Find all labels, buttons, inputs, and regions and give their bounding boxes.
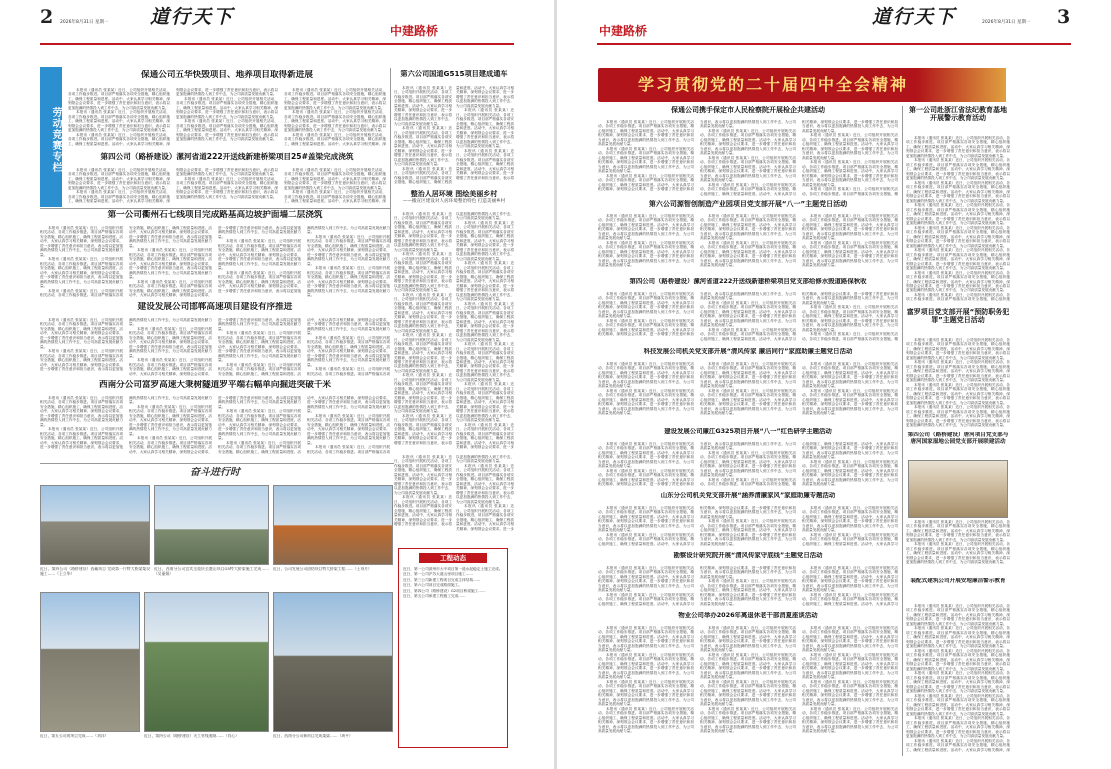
article-title-r1 [598,106,898,118]
headline: 山东分公司机关党支部开展“涵养清廉家风”家庭助廉专题活动 [660,492,836,499]
body-paragraph: 本报讯（通讯员 张某某）近日，公司组织开展相关活动，各项工作稳步推进。项目部严格落实各项安全措施，精心组织施工，确保工程质量和进度。活动中，大家认真学习相关精神，深刻领会会议要求，进一步增强了责任意识和担当意识，表示将以更加饱满的热情投入到工作中去，为公司高质量发展贡献力量。 [394,212,452,252]
theme-banner [598,68,1006,102]
body-paragraph: 本报讯（通讯员 张某某）近日，公司组织开展相关活动，各项工作稳步推进。项目部严格落实各项安全措施，精心组织施工，确保工程质量和进度。活动中，大家认真学习相关精神，深刻领会会议要求，进一步增强了责任意识和担当意识，表示将以更加饱满的热情投入到工作中去，为公司高质量发展贡献力量。 [700,240,796,268]
article-title-r8 [906,432,1010,458]
divider [40,463,394,464]
body-paragraph: 本报讯（通讯员 张某某）近日，公司组织开展相关活动，各项工作稳步推进。项目部严格落实各项安全措施，精心组织施工，确保工程质量和进度。活动中，大家认真学习相关精神，深刻领会会议要求，进一步增强了责任意识和担当意识，表示将以更加饱满的热情投入到工作中去，为公司高质量发展贡献力量。 [598,292,694,319]
article-body-2 [68,168,386,206]
body-paragraph: 本报讯（通讯员 张某某）近日，公司组织开展相关活动，各项工作稳步推进。项目部严格落实各项安全措施，精心组织施工，确保工程质量和进度。活动中，大家认真学习相关精神，深刻领会会议要求，进一步增强了责任意识和担当意识，表示将以更加饱满的热情投入到工作中去，为公司高质量发展贡献力量。 [284,168,386,190]
body-paragraph: 本报讯（通讯员 张某某）近日，公司组织开展相关活动，各项工作稳步推进。项目部严格落实各项安全措施，精心组织施工，确保工程质量和进度。活动中，大家认真学习相关精神，深刻领会会议要求，进一步增强了责任意识和担当意识，表示将以更加饱满的热情投入到工作中去，为公司高质量发展贡献力量。 [598,566,796,606]
headline: 装配式建筑公司开展安地廉洁警示教育 [910,578,1006,584]
body-paragraph: 本报讯（通讯员 张某某）近日，公司组织开展相关活动，各项工作稳步推进。项目部严格落实各项安全措施，精心组织施工，确保工程质量和进度。活动中，大家认真学习相关精神，深刻领会会议要求，进一步增强了责任意识和担当意识，表示将以更加饱满的热情投入到工作中去，为公司高质量发展贡献力量。 [700,679,796,707]
news-item: 近日，第四公司（路桥建设）G2项目桥梁施工…… [403,588,486,593]
article-body-r12 [598,626,898,756]
article-title-r6 [598,348,898,360]
article-title-3 [394,70,514,84]
body-paragraph: 本报讯（通讯员 张某某）近日，公司组织开展相关活动，各项工作稳步推进。项目部严格落实各项安全措施，精心组织施工，确保工程质量和进度。活动中，大家认真学习相关精神，深刻领会会议要求，进一步增强了责任意识和担当意识，表示将以更加饱满的热情投入到工作中去，为公司高质量发展贡献力量。 [598,679,694,707]
body-paragraph: 本报讯（通讯员 张某某）近日，公司组织开展相关活动，各项工作稳步推进。项目部严格落实各项安全措施，精心组织施工，确保工程质量和进度。活动中，大家认真学习相关精神，深刻领会会议要求，进一步增强了责任意识和担当意识，表示将以更加饱满的热情投入到工作中去，为公司高质量发展贡献力量。 [394,455,452,495]
body-paragraph: 本报讯（通讯员 张某某）近日，公司组织开展相关活动，各项工作稳步推进。项目部严格落实各项 [307,445,390,454]
body-paragraph: 本报讯（通讯员 张某某）近日，公司组织开展相关活动，各项工作稳步推进。项目部严格落实各项安全措施，精心组织施工，确保工程质量和进度。活动中，大家认真学习相关精神，深刻领会会议要求，进一步增强了责任意识和担当意识，表示将以更加饱满的热情投入到工作中去，为公司高质量发展贡献力量。 [598,442,694,469]
body-paragraph: 本报讯（通讯员 张某某）近日，公司组织开展相关活动，各项工作稳步推进。项目部严格落实各项安全措施，精心组织施工，确保工程质量和进度。活动中，大家认真学习相关精神，深刻领会会议要求，进一步增强了责任意识和担当意识，表示将以更加饱满的热情投入到工作中去，为公司高质量发展贡献力量。 [906,693,1010,716]
body-paragraph: 本报讯（通讯员 张某某）近日，公司组织开展相关活动，各项工作稳步推进。项目部严格落实各项安全措施，精心组织施工，确保工程质量和进度。活动中，大家认真学习相关精神，深刻领会会议要求，进一步增强了责任意识和担当意识，表示将以更加饱满的热情投入到工作中去，为公司高质量发展贡献力量。 [218,318,390,376]
body-paragraph: 本报讯（通讯员 张某某）近日，公司组织开展相关活动，各项工作稳步推进。项目部严格落实各项安全措施，精心组织施工，确保工程质量和进度。活动中，大家认真学习相关精神，深刻领会会议要求，进一步增强了责任意识和担当意识，表示将以更加饱满的热情投入到工作中去，为公司高质量发展贡献力量。 [700,214,796,241]
article-body-4 [40,226,390,298]
article-title-2 [68,152,386,166]
body-paragraph: 本报讯（通讯员 张某某）近日，公司组织开展相关活动，各项工作稳步推进。项目部严格落实各项安全措施，精心组织施工，确保工程质量和进度。活动中，大家认真学习相关精神，深刻领会会议要求，进一步增强了责任意识和担当意识，表示将以更加饱满的热情投入到工作中去，为公司高质量发展贡献力量。 [456,108,514,149]
body-paragraph: 本报讯（通讯员 张某某）近日，公司组织开展相关活动，各项工作稳步推进。项目部严格落实各项安全措施，精心组织施工，确保工程质量和进度。活动中，大家认真学习相关精神，深刻领会会议要求，进一步增强了责任意识和担当意识，表示将以更加饱满的热情投入到工作中去，为公司高质量发展贡献力量。 [307,234,390,266]
article-body-r1 [598,120,898,198]
body-paragraph: 本报讯（通讯员 张某某）近日，公司组织开展相关活动，各项工作稳步推进。项目部严格落实各项安全措施，精心组织施工，确保工程质量和进度。活动中，大家认真学习相关精神，深刻领会会议要求，进一步增强了责任意识和担当意识，表示将以更加饱满的热情投入到工作中去，为公司高质量发展贡献力量。 [700,388,796,416]
masthead: 道行天下 [150,6,235,28]
article-body-r11 [906,604,1010,754]
body-paragraph: 本报讯（通讯员 张某某）近日，公司组织开展相关活动，各项工作稳步推进。项目部严格落实各项安全措施，精心组织施工，确保工程质量和进度。活动中，大家认真学习相关精神，深 [284,190,386,204]
divider [390,68,391,243]
article-body-r8 [906,520,1010,572]
divider [40,208,390,209]
body-paragraph: 本报讯（通讯员 张某某）近日，公司组织开展相关活动，各项工作稳步推进。项目部严格落实各项安全措施，精心组织施工，确保工程质量和进度。活动中，大家认真学习相关精神，深刻领会会议要求，进一步增强了责任意识和担当意识，表示将以更加饱满的热情投入到工作中去，为公司高质量发展贡献力量。 [394,252,452,293]
body-paragraph: 本报讯（通讯员 张某某）近日，公司组织开展相关活动，各项工作稳步推进。项目部严格落实各项安全措施，精心组织施工，确保工程质量和进度。活动中，大家认真学习 [802,532,898,546]
article-title-r7 [598,428,898,440]
body-paragraph: 本报讯（通讯员 张某某）近日，公司组织开展相关活动，各项工作稳步推进。项目部严格落实各项安全措施，精心组织施工，确保工程质量和进度。活动中，大家认真学习相关精神，深刻领会会议要求，进一步增强了责任意识和担当意识，表示将以更加饱满的热情投入到工作中去，为公司高质量发展贡献力量。 [598,626,694,653]
body-paragraph: 本报讯（通讯员 张某某）近日，公司组织开展相关活动，各项工作稳步推进。项目部严格落实各项安全措施，精心组织施工，确保工程质量和进度。活动中，大家认真学习相关精神，深刻领会会议要求，进一步增强了责任意识和担当意识，表示将以更加饱满的热情投入到工作中去，为公司高质量发展贡献力量。 [394,86,452,126]
body-paragraph: 本报讯（通讯员 张某某）近日，公司组织开展相关活动，各项工作稳步推进。项目部严格落实各项安全措施，精心组织施工，确保工程质量和进度。活动中，大家认真学习相关精神，深刻领会会议要求，进一步增强了责任意识和担当意识，表示将以更加饱满的热情投入到工作中去，为公司高质量发展贡献力量。 [129,226,301,298]
headline: 勘察设计研究院开展“清风传家守底线”主题党日活动 [673,552,823,559]
body-paragraph: 本报讯（通讯员 张某某）近日，公司组织开展相关活动，各项工作稳步推进。项目部严格落实各项安全措施，精心组织施工，确保工程质量和进度。活动中，大家认真学习相关精神，深刻领会会议要求，进一步增强了责任意识和担当意识，表示将以更加饱满的热情投入到工作中去，为公司高质量发展贡献力量。 [802,240,898,268]
running-head: 中建路桥 [390,24,439,38]
body-paragraph: 本报讯（通讯员 张某某）近日，公司组织开展相关活动，各项工作稳步推进。项目部严格落实各项安全措施，精心组织施工，确保工程质量和进度。活动中，大家认真学习相关精神，深刻领会会议要求，进一步增强了责任意识和担当意识，表示将以更加饱满的热情投入到工作中去，为公司高质量发展贡献力量。 [906,671,1010,694]
body-paragraph: 本报讯（通讯员 张某某）近日，公司组织开展相关活动，各项工作稳步推进。项目部严格落实各项安全措施，精心组织施工，确保工程质量和进度。活动中，大家认真学习相关精神，深刻领会会议要求，进一步增强了责任意识和担当意识，表示将以更加饱满的热情投入到工作中去，为公司高质量发展贡献力量。 [802,706,898,734]
body-paragraph: 本报讯（通讯员 张某某）近日，公司组织开展相关活动，各项工作稳步推进。项目部严格落实各项安全措施，精心组织施工，确保工程质量和进度。活动中，大家认真学习相关精神，深刻领会会议要求，进一步增强了责任意识和担当意识，表示将以更加饱满的热情投入到工作中去，为公司高质量发展贡献力量。 [129,396,301,454]
body-paragraph: 本报讯（通讯员 张某某）近日，公司组织开展相关活动，各项工作稳步推进。项目部严格落实各项安全措施，精心组织施工，确保工程质量和进度。活动中，大家认真学习相关精神，深刻领会会议要求，进一步增强了责任意识和担当意识，表示将以更加饱满的热情投入到工作中去，为公司高质量发展贡献力量。 [906,270,1010,293]
article-title-r5 [906,308,1010,336]
article-body-7 [40,396,390,458]
body-paragraph: 本报讯（通讯员 张某某）近日，公司组织开展相关活动，各项工作稳步推进。项目部严格落实各项安全措施，精心组织施工，确保工程质量和进度。活动中，大家认真学习相关精神，深刻领会会议要求，进一步增强了责任意识和担当意识，表示将以更加饱满的热情投入到工作中去，为公司高质量发展贡献力量。 [394,126,452,167]
body-paragraph: 本报讯（通讯员 张某某）近日，公司组织开展相关活动，各项工作稳步推进。项目部严格落实各项安全措施，精心组织施工，确保工程质量和进度。活动中，大家认真学习相关精神，深刻领会会议要求，进一步增强了责任意识和担当意识，表示将以更加饱满的热情投入到工作中去，为公司高质量发展贡献力量。 [598,292,796,337]
engineering-news-box [398,548,508,748]
body-paragraph: 本报讯（通讯员 张某某）近日，公司组织开展相关活动，各项工作稳步推进。项目部严格落实各项安全措施，精心组织施工，确保工程质量和进度。活动中，大家认真学习相关精神，深刻领会会议要求，进一步增强了责任意识和担当意识，表示将以更加饱满的热情投入到工作中去，为公司高质量发展贡献力量。 [598,214,694,241]
body-paragraph: 本报讯（通讯员 张某某）近日，公司组织开展相关活动，各项工作稳步推进。项目部严格落实各项安全措施，精心组织施工，确保工程质量和进度。活动中，大家认真学习相关精神，深刻领会会议要求，进一步 [456,422,514,450]
body-paragraph: 本报讯（通讯员 张某某）近日，公司组织开展相关活动，各项工作稳步推进。项目部严格落实各项安全措施，精心组织施工，确保工程质量和进度。活动中，大家认真学习相关精神，深刻领会会议要求，进一步增强了责任意识和担当意识，表示将以更加饱满的热情投入到工作中去，为公司高质量发展贡献力量。 [598,566,694,593]
news-item: 近日，第三公司新建工程项目完成主体结构…… [403,577,481,582]
headline: 第四公司（路桥建设）漯河省道222开送线新建桥梁项目党支部给修水毁道路保秋收 [629,278,867,285]
body-paragraph: 本报讯（通讯员 张某某）近日，公司组织开展相关活动，各项工作稳步推进。项目部严格落实各项安全措施，精心组织施工，确保工程质量和进度。活动中，大家认真学习相关精神，深刻领会会议要求，进一步增强了责任意识和担当意识，表示将以更加饱满的热情投入到工作中去，为公司高质量发展贡献力量。 [598,146,694,174]
article-body-r2 [906,136,1010,306]
body-paragraph: 本报讯（通讯员 张某某）近日，公司组织开展相关活动，各项工作稳步推进。项目部严格落实各项安全措施，精心组织施工，确保工程质量和进度。活动中，大家认真学习相关精神，深刻领会会议要求，进一步增强了责任意识和担当意识，表示将以更加饱满的热情投入到工作中去，为公司高质量发展贡献力量。 [802,566,898,593]
headline: 西南分公司富罗高速大秉树隧道罗平端右幅单向掘进突破千米 [98,380,332,390]
body-paragraph: 本报讯（通讯员 张某某）近日，公司组织开展相关活动，各项工作稳步推进。项目部严格落实各项安全措施，精心组织施工，确保工程质量和进度。活动中，大家认真学习相关精神，深刻领会会议要求，进一步增强了责任意识和担当意识，表示将以更加饱满的热情投入到工作中去，为公司高质量发展贡献力量。 [802,459,898,487]
body-paragraph: 本报讯（通讯员 张某某）近日，公司组织开展相关活动，各项工作稳步推进。项目部严格落实各项安全措施，精心组织施工，确保工程质量和进度。活动中，大家认真学习相关精神，深刻领会会议要求，进一步增强了责任意识和担当意识，表示将以更加饱满的热情投入到工作中去，为公司高质量发展贡献力量。 [598,120,796,192]
newspaper-page-left [0,0,554,769]
article-body-3 [394,86,514,186]
body-paragraph: 本报讯（通讯员 张某某）近日，公司组织开展相关活动，各项工作稳步推进。项目部严格落实各项安全措施，精心组织施工，确保工程质量和进度。活动中，大家认真学习相关精神，深刻领会会议要求，进一步增强了责任意识和担当意识，表示将以更加饱满的热情投入到工作中去，为公司高质量发展贡献力量。 [456,382,514,423]
body-paragraph: 本报讯（通讯员 张某某）近日，公司组织开展相关活动，各项工作稳步推进。项目部严格落实各项安全措施，精心组织施工，确保工程质量和进度。活动中，大家认真学习相关精神，深刻领会会议要求，进一步增强了责任意识和担当意识，表示将以更加饱满的热情投入到工作中去，为公司高质量发展贡献力量。 [40,257,123,289]
body-paragraph: 本报讯（通讯员 张某某）近日，公司组织开展相关活动，各项工作稳步推进。项目部严格落实各项安全措施，精心组织施工，确保工程质量和进度。活动中，大家认真学习相关精神，深刻领会会议要求，进一步增强了责任意识和担当意识，表示将以更加饱满的热情投入到工作中去，为公司高质量发展贡献力量。 [307,335,390,367]
body-paragraph: 本报讯（通讯员 张某某）近日，公司组织开展相关活动，各项工作稳步推进。项目部严格落实各项安全措施，精心组织施工，确保工程质量和进度。活动中，大家认真学习相关精神，深刻领会会议要求，进一步增强了责任意识和担当意识，表示将以更加饱满的热情投入到工作中去，为公司高质量发展贡献力量。 [906,604,1010,626]
body-paragraph: 本报讯（通讯员 张某某）近日，公司组织开展相关活动，各项工作稳步推进。项目部严格落实各项安全措施，精心组织施工，确保工程质量和进度。活动中，大家认真学习相关精神，深刻领会会议要求，进一步增强了责任意识和担当意识，表示将以更加饱满的热情投入到工作中去，为公司高质量发展贡献力量。 [802,626,898,653]
body-paragraph: 本报讯（通讯员 张某某）近日，公司组织开展相关活动，各项工作稳步推进。项目部严格落实各项安全措施，精心组织施工，确保工程质量和进度。活动中，大家认真学习相关精神，深刻领会会议要求，进一步增强了责任意识和担当意识，表示将以更加饱满的热情投入到工作中去，为公司高质量发展贡献力量。 [906,648,1010,671]
body-paragraph: 本报讯（通讯员 张某某）近日，公司组织开展相关活动，各项工作稳步推进。项目部严格落实各项安全措施，精心组织施工，确保工程质量和进度。活动中，大家认真学习相关精神，深刻领会会议要求，进一步增强了责任意识和担当意识，表示将以更加饱满的热情投入到工作中去，为公司高质量发展贡献力量。 [598,506,796,546]
article-title-1 [68,70,386,86]
body-paragraph: 本报讯（通讯员 张某某）近日，公司组织开展相关活动，各项工作稳步推进。项目部严格落实各项安全措施，精心组织施工，确保工程质量和进度。活动中，大家认真学习相关精神，深刻领会会议要求，进一步增强了责任意识和担当意识，表示将以更加饱满的热情投入到工作中去，为公司高质量发展贡献力量。 [68,168,170,190]
body-paragraph: 本报讯（通讯员 张某某）近日，公司组织开展相关活动，各项工作稳步推进。项目部严格落实各项安全措施，精心组织施工，确保工程质量和进度。活动中，大家认真学习相关精神，深刻领会会议要求，进一步增强了责任意识和担当意识，表示将以更加饱满的热情投入到工作中去，为公司高质量发展贡献力量。 [284,110,386,133]
news-item: 近日，第一公司沪苏大道山里项目施工…… [403,572,474,577]
banner-title: 学习贯彻党的二十届四中全会精神 [638,75,909,94]
body-paragraph: 本报讯（通讯员 张某某）近日，公司组织开展相关活动，各项工作稳步推进。项目部严格落实各项安全措施，精心组织施工，确保工程质量和进度。活动中，大家认真学习相关精神，深刻领会会议要求，进一步增强了责任意识和担当意识，表示将以更加饱满的热情投入到工作中去，为公司高质量发展贡献力量。 [68,88,170,110]
body-paragraph: 本报讯（通讯员 张某某）近日，公司组织开展相关活动，各项工作稳步推进。项目部严格落实各项安全措施，精心组织施工，确保工程质量和进度。活动中，大家认真学习相关精神，深刻领会会议要求，进一步增强了责任意识和担当意识，表示将以更加饱满的热情投入到工作中去，为公司高质量发展贡献力量。 [394,86,514,185]
body-paragraph: 本报讯（通讯员 张某某）近日，公司组织开展相关活动，各项工作稳步推进。项目部严格落实各项安全措施，精心组织施工，确保工程质量和进度。活动中，大家认真学习相关精神，深刻领会会议要求，进一步增强了责任意识和担当意识，表示将以更加饱满的热情投入到工作中去，为公司高质量发展贡献力量。 [802,160,898,187]
body-paragraph: 本报讯（通讯员 张某某）近日，公司组织开展相关活动，各项工作稳步推进。项目部严格落实各项安全措施，精心组织施工，确保工程质量和进度。活动中，大家认真学习相关精神，深刻领会会议要求，进一步增强了责任意识和担当意识，表示将以更加饱满的热情投入到工作中去，为公司高质量发展贡献力量。 [394,455,514,527]
body-paragraph: 本报讯（通讯员 张某某）近日，公司组织开展相关活动，各项工作稳步推进。项目部严格落实各项安全措施，精心组织施工，确保工程质量和进度。活动中，大家认真学习相关精神，深刻领会会议要求，进一步增强了责任意识和担当意识，表示将以更加饱满的热情投入到工作中去，为公司高质量发展贡献力量。 [700,626,796,653]
article-title-6 [40,302,390,316]
body-paragraph: 本报讯（通讯员 张某某）近日，公司组织开展相关活动，各项工作稳步推进。项目部严格落实各项安全措施，精心组织施工，确保工程质量和进度。活动中，大家认真学习相关精神，深刻领会会议要求，进一步增强了责任意识和担当意识，表示将以更加饱满的热情投入到工作中去，为公司高质量发展贡献力量。 [906,203,1010,226]
body-paragraph: 本报讯（通讯员 张某某）近日，公司组织开展相关活动，各项工作稳步推进。项目部严格落实各项安全措施，精心组织施工，确保工程质量和进度。活动中，大家认真学习相关精神，深刻领会会议要求，进一步增强了责任意识和担当意识，表示将以更加饱满的热情投入到工作中去，为公司高质量发展贡献力量。 [218,396,390,454]
headline: 第六公司源智创制造产业园项目党支部开展“八一”主题党日活动 [648,200,848,208]
body-paragraph: 本报讯（通讯员 张某某）近日，公司组织开展相关活动，各项工作稳步推进。项目部严格落实各项安全措施，精心组织施工，确保工程质量和进度。活动中，大家认真学习相关精神，深刻领会会议要求，进一步增强了责任意识和担当意识，表示将以更加饱满的热情投入到工作中去，为公司高质量发展贡献力量。 [700,120,898,196]
body-paragraph: 本报讯（通讯员 张某某）近日，公司组织开展相关活动，各项工作稳步推进。项目部严格落实各项安全措施，精心组织施工，确保工程质量和进度。活动中，大家认真学习相关精神，深刻领会会议要求，进一步增强了责任意识和担当意识，表示将以更加饱满的热情投入到工作中去，为公司高质量发展贡献力量。 [394,292,452,333]
divider [902,106,903,756]
article-body-8 [394,455,514,535]
article-body-r7 [598,442,898,488]
body-paragraph: 本报讯（通讯员 张某某）近日，公司组织开展相关活动，各项工作稳步推进。项目部严格落实各项安全措施，精心组织施工，确保工程质量和进度。活动中，大家认真学习相关精神，深刻领会会议要求，进一步增强了责任意识和担当意识，表示将以更加饱满的热情投入到工作中去，为公司高质量发展贡献力量。 [598,388,694,416]
body-paragraph: 本报讯（通讯员 张某某）近日，公司组织开展相关活动，各项工作稳步推进。项目部严格落实各项安全措施，精心组织施工，确保工程质量和进度。活动中，大家认真学习相关精神，深刻领会会议要求，进一步增强了责任意识和担当意识，表示将以更加饱满的热情投入到工作中去，为公司高质量发展贡献力量。 [700,362,796,389]
body-paragraph: 本报讯（通讯员 张某某）近日，公司组织开展相关活动，各项工作稳步推进。项目部严格落实各项安全措施，精心组织施工，确保工程质量和进度。活动中，大家认真学习相关精神，深刻领会会议要求，进一步增强了责任意识和担当意识，表示将以更加饱满的热情投入到工作中去，为公司高质量发展贡献力量。 [598,240,694,268]
body-paragraph: 本报讯（通讯员 张某某）近日，公司组织开展相关活动，各项工作稳步推进。项目部严格落实各项安全措施，精心组织施工，确保工程质量和进度。活动中，大家认真学习相关精神，深刻领会会议要求，进一步增强了责任意识和担当意识，表示将以更加饱满的热情投入到工作中去，为公司高质量发展贡献力量。 [700,652,796,680]
body-paragraph: 本报讯（通讯员 张某某）近日，公司组织开展相关活动，各项工作稳步推进。项目部严格落实各项安全措施，精心组织施工，确保工程质量和进度。活动中，大家认真学习相关精神，深刻领会会议要求，进一步增强了责任意识和担当意识，表示将以更加饱满的热情投入到工作中去，为公司高质量发展贡献力量。 [598,442,796,487]
photo-steel-girder [273,485,393,565]
subheadline: ——搬宣区建设对人居环境整治特色 打造美丽乡村 [402,199,506,205]
body-paragraph: 本报讯（通讯员 张某某）近日，公司组织开展相关活动，各项工作稳步推进。项目部严格落实各项安全措施，精心组织施工，确保工程质量和进度。活动中，大家认真学习相关精神，深刻领会会议要求，进一步增强了责任意识和担当意识，表示将以更加饱满的热情投入到工作中去，为公司高质量发展贡献力量。 [906,626,1010,649]
body-paragraph: 本报讯（通讯员 张某某）近日，公司组织开展相关活动，各项工作稳步推进。项目部严格落实各项安全措施，精心组织施工，确保工程质量和进度。活动中，大家认真学习相关精神，深刻领会会议要求，进一步增强了责任意识和担当意识，表示将以更加饱满的热情投入到工作中去，为公司高质量发展贡献力量。 [700,300,796,328]
article-title-r2 [906,106,1010,134]
article-body-r10 [598,566,898,608]
article-title-r12 [598,612,898,624]
body-paragraph: 本报讯（通讯员 张某某）近日，公司组织开展相关活动，各项工作稳步推进。项目部严格落实各项安全措施，精心组织施工，确保工程质量和进度。活动中，大家认真学习 [802,592,898,606]
article-title-r4 [598,278,898,290]
photo-caption: 近日，第四公司（路桥建设）关工管线道路……（肖心） [144,734,239,738]
body-paragraph: 本报讯（通讯员 张某某）近日，公司组织开展相关活动，各项工作稳步推进。项目部严格落实各项安全措施，精心组织施工，确保工程质量和进度。活动中，大家认真学习相关精神，深刻领会会议要求，进一步增强了责任意识和担当意识，表示将以更加饱满的热情投入到工作中去，为公司高质量发展贡献力量。 [906,542,1010,565]
body-paragraph: 本报讯（通讯员 张某某）近日，公司组织开展相关活动，各项工作稳步推进。项目部严格落实各项安全措施，精心组织施工，确保工程质量和进度。活动中，大家认真学习相关精神，深刻领会会议要求，进一步增强了责任意识和担当意识，表示将以更加饱满的热情投入到工作中去，为公司高质量发展贡献力量。 [906,158,1010,181]
body-paragraph: 本报讯（通讯员 张某某）近日，公司组织开展相关活动，各项工作稳步推进。项目部严格落实各项安全措施，精心组织施工，确保工程质量和进度。活动中，大家认真学习相关精神，深刻领会会议要求，进一步增强了责任意识和担当意识，表示将以更加饱满的热情投入到工作中去，为公司高质量发展贡献力量。 [68,110,170,133]
photo-caption: 近日，西南分公司新项目完成架梁……（周平） [273,734,353,738]
photo-tunnel-site [273,592,393,732]
body-paragraph: 本报讯（通讯员 张某某）近日，公司组织开展相关活动，各项工作稳步推进。项目部严格落实各项安全措施，精心组织施工，确保工程质量和进度。活动中，大家认真学习相关精神，深刻领会会议要求，进一步增强了责任意识和担当意识，表示将以更加饱满的热情投入到工作中去，为公司高质量发展贡献力量。 [700,450,796,478]
article-body-r4 [598,292,898,344]
body-paragraph: 本报讯（通讯员 张某某）近日，公司组织开展相关活动，各项工作稳步推进。项目部严格落实各项安全措施，精心组织施工，确保工程质量和进度。活动中，大家认真学习相关精神，深刻领会会议要求，进一步增强了责任意识和担当意识，表示将以更加饱满的热情投入到工作中去，为公司高质量发展贡献力量。 [700,579,796,606]
body-paragraph: 本报讯（通讯员 张某某）近日，公司组织开展相关活动，各项工作稳步推进。项目部严格落实各项安全措施，精心组织施工，确保工程质量和进度。活动中，大家认真学习相关精神，深刻领会会议要求，进一步增强了责任意识和担当意识，表示将以更加饱满的热情投入到工作中去，为公司高质量发展贡献力量。 [218,409,301,441]
body-paragraph: 本报讯（通讯员 张某某）近日，公司组织开展相关活动，各项工作稳步推进。项目部严格落实各项安全措施，精心组织施工，确保工程质量和进度。活动中，大家认真学习相关精神，深刻领会会议要求，进一步增强了责任意识和担当意识，表示将以更加饱满的热情投入到工作中去，为公司高质量发展贡献力量。 [906,338,1010,360]
news-item: 近日，第六公司项目完成路面施工。 [403,583,462,588]
body-paragraph: 本报讯（通讯员 张某某）近日，公司组织开展相关活动，各项工作稳步推进。项目部严格落实各项安全措施，精心组织施工，确保工程质量和进度。活动中，大家认真学习相关精神，深刻领会会议要求，进一步增强了责任意识和担当意识，表示将以更加饱满的热情投入到工作中去，为公司高质量发展贡献力量。 [40,396,212,450]
body-paragraph: 本报讯（通讯员 张某某）近日，公司组织开展相关活动，各项工作稳步推进。项目部严格落实各项安全措施，精心组织施工，确保工程质量和进度。活动中，大家认真学习相关精神，深刻领会会议要求，进一步增强了责任意识和担当意识，表示将以更加饱满的热情投入到工作中去，为公司高质量发展贡献力量。 [700,519,796,546]
date-line: 2026年8月31日 星期一 [982,20,1031,25]
body-paragraph: 本报讯（通讯员 张某某）近日，公司组织开展相关活动，各项工作稳步推进。项目部严格落实各项安全措施，精心组织施工，确保工程质量和进度。活动中，大家认真学习相关精神，深刻领会会议要求，进一步增强了责任意识和担当意识，表示将以更加饱满的热情投入到工作中去，为公司高质量发展贡献力量。 [40,318,212,372]
body-paragraph: 本报讯（通讯员 张某某）近日，公司组织开展相关活动，各项工作稳步推进。项目部严格落实各项安全措施，精心组织施工，确保工程质量和进度。活动中，大家认真学习相关精神，深刻领会会议要求，进一步增强了责任意识和担当意识，表示将以更加饱满的热情投入到工作中去，为公司高质量发展贡献力量。 [700,706,796,734]
photo-bridge-pier [40,592,140,732]
headline: 第四公司（路桥建设）漯河省道222开送线新建桥梁项目25#盖梁完成浇筑 [100,152,354,161]
body-paragraph: 本报讯（通讯员 张某某）近日，公司组织开展相关活动，各项工作稳步推进。项目部严格落实各项安全措施，精心组织施工，确保工程质量和进度。活动中，大家认真学习相关精神，深刻领会会议要求，进一步增强了责任意识和担当意识，表示将以更加饱满的热情投入到工作中去，为公司高质量发展贡献力量。 [394,333,452,373]
body-paragraph: 本报讯（通讯员 张某某）近日，公司组织开展相关活动，各项工作稳步推进。项目部严格落实各项安全措施，精心组织施工，确保工程质量和进度。活动中，大家认真学习相关精神，深刻领会会议要求，进一步增强了责任意识和担当意识，表示将以更加饱满的热情投入到工作中去，为公司高质量发展贡献力量。 [598,706,694,734]
headline: 物业公司举办2026年离退休老干部消夏座谈活动 [678,612,818,619]
article-title-r11 [906,578,1010,602]
body-paragraph: 本报讯（通讯员 张某某）近日，公司组织开展相关活动，各项工作稳步推进。项目部严格落实各项安全措施，精 [802,187,898,196]
photo-caption: 近日，第四公司（路桥建设）西藏项目 完成第一片特大桥梁架设施工……（王立华） [40,567,150,576]
headline: 第一公司赴浙江省法纪教育基地开展警示教育活动 [909,106,1007,123]
body-paragraph: 本报讯（通讯员 张某某）近日，公司组织开展相关活动，各项工作稳步推进。项目部严格落实各项安全措施，精心组织施工，确保工程质量和进度。活动中，大家认真学习相关精神，深刻领会会议要求，进一步增强了责任意识和担当意识，表示将以更加饱满的热情投入到工作中去，为公司高质量发展贡献力量。 [906,360,1010,383]
body-paragraph: 本报讯（通讯员 张某某）近日，公司组织开展相关活动，各项工作稳步推进。项目部严格落实各项安全措施，精心组织施工，确保工程质量和进度。活动中，大家认真学习相关精神，深刻领会会议要求，进一步增强了责任意识和担当意识，表示将以更加饱满的热情投入到工作中去，为公司高质量发展贡献力量。 [598,506,694,533]
body-paragraph: 本报讯（通讯员 张某某）近日，公司组织开展相关活动，各项工作稳步推进。项目部严格落实各项安全措施，精心组织施工，确保工程质量和进度。活动中，大家认真学习相关精神，深刻领会会议要求，进一步增强了责任意识和担当意识，表示将以更加饱满的热情投入到工作中去，为公司高质量发展贡献力量。 [307,266,390,298]
article-body-5 [394,212,514,452]
headline: 建设发展公司邯郸高速项目建设有序推进 [137,302,293,312]
body-paragraph: 本报讯（通讯员 张某某）近日，公司组织开展相关活动，各项工作稳步推进。项目部严格落实各项安全措施，精心组织施工，确保工程质量和进度。活动中，大家认真学习相关精神，深刻领会会议要求，进一步增强了责任意识和担当意识，表示将以更加饱满的热情投入到工作中去，为公司高质量发展贡献力量。 [456,301,514,342]
body-paragraph: 本报讯（通讯员 张某某）近日，公司组织开展相关活动，各项工作稳步推进。项目部严格落实各项安全措施，精心组织施工，确保工程质量和进度。活动中，大家认真学习相关精神，深刻领会会议要求，进一步增强了责任意识和担当意识，表示将以更加饱满的热情投入到工作中去，为公司高质量发展贡献力量。 [68,168,278,204]
body-paragraph: 本报讯（通讯员 张某某）近日，公司组织开展相关活动，各项工作稳步推进。项目部严格落实各项安全措施，精心组织施工，确保工程质量和进度。活动中，大家认真学习相关精神，深刻领会会议要求，进一步增强了责任意识和担当意识，表示将以更加饱满的热情投入到工作中去，为公司高质量发展贡献力量。 [40,226,123,257]
engineering-news-title: 工程动态 [419,553,487,563]
photo-highway-viaduct [154,485,269,565]
body-paragraph: 本报讯（通讯员 张某某）近日，公司组织开展相关活动，各项工作稳步推进。项目部严格落实各项安全措施，精心组织施工，确保工程质量和进度。活动中，大家认真学习相关精神，深刻领会会议要求，进一步增强了责任意识和担当意识，表示将以更加饱满的热情投入到工作中去，为公司高质量发展贡献力量。 [394,212,514,445]
body-paragraph: 本报讯（通讯员 张某某）近日，公司组织开展相关活动，各项工作稳步推进。项目部严格落实各项安全措施，精心组织施工，确保工程质量和进度。活动中，大家认真学习相关精神，深刻领会会议要求，进一步 [456,504,514,531]
running-head: 中建路桥 [599,24,648,38]
article-body-r9 [598,506,898,548]
body-paragraph: 本报讯（通讯员 张某某）近日，公司组织开展相关活动，各项工作稳步推进。项目部严格落实各项安全措施，精心组织施工，确保工程质量和进度。活动中，大家认真学习相关精神，深刻领会会议要求，进一步增强了责任意识和担当意识，表示将以更加饱满的热情投入到工作中去，为公司高质量发展贡献力量。 [700,128,796,156]
body-paragraph: 本报讯（通讯员 张某某）近日，公司组织开展相关活动，各项工作稳步推进。项目部严格落实各项安全措施，精心组织施工，确保工程质量和进度。活动中，大家认真学习相关精神，深刻领会会议要求，进一步增强了责任意识和担当意识，表示将以更加饱满的热情投入到工作中去，为公司高质量发展贡献力量。 [802,305,898,332]
body-paragraph: 本报讯（通讯员 张某某）近日，公司组织开展相关活动，各项工作稳步推进。项目部严格落实各项安全措施，精心组织施工，确保工程质量和进度。活动中，大家认真学习相关精神，深刻领会会议要求，进一步增强了责任意识和担当意识，表示将以更加饱满的热情投入到工作中去，为公司高质量发展贡献力量。 [456,342,514,382]
body-paragraph: 本报讯（通讯员 张某某）近日，公司组织开展相关活动，各项工作稳步推进。项目部严格落实各项安全措施，精心组织施工，确保工程质量和进度。活动中，大家认真学习相关精神，深刻领会会议要求，进一步增强了责任意识和担当意识，表示将以更加饱满的热情投入到工作中去，为公司高质量发展贡献力量。 [68,88,278,146]
article-body-r3 [598,214,898,274]
body-paragraph: 本报讯（通讯员 张某某）近日，公司组织开展相关活动，各项工作稳步推进。项目部严格落实各项安全措施，精心组织施工，确保工程质量和进度。活动中，大家认真学习相关精神，深刻领会会议要求，进一步增强了责任意识和担当意识，表示将以更加饱满的热情投入到工作中去，为公司高质量发展贡献力量。 [906,225,1010,248]
body-paragraph: 本报讯（通讯员 张某某）近日，公司组织开展相关活动，各项工作稳步推进。项目部严格落实各项安全措施，精心组织施工，确保工程质量和进度。活动中，大家认真学习相关精神，深刻领会会议要求，进一步增强了责任意识和担当意识，表示将以更加饱满的热情投入到工作中去，为公司高质量发展贡献力量。 [598,120,694,147]
photo-caption: 近日，第五公司的项目完成……（刘洋） [40,734,109,738]
article-body-1 [68,88,386,148]
headline: 保通公司五华快毁项目、地养项目取得新进展 [141,70,313,80]
article-body-r6 [598,362,898,424]
photo-group-activity [908,460,1008,518]
article-title-4 [40,210,390,224]
body-paragraph: 本报讯（通讯员 张某某）近日，公司组织开展相关活动，各项工作稳步推进。项目部严格落实各项安全措施，精心组织施工，确保工程质量和进度。活动中，大家认真学习相关精神，深刻领会会议要求，进一步增强了责任意识和担当意识，表示将以更加饱满的热情投入到工作中去，为公司高质量发展贡献力量。 [906,382,1010,405]
body-paragraph: 本报讯（通讯员 张某某）近日，公司组织开展相关活动，各项工作稳步推进。项目部严格落实各项安全措施，精心组织施工，确保工程质量和进度。活动中，大家认真学习相关精神，深刻领会会议要求，进一步增强了责任意识和担当意识，表示将以更加饱满的热情投入到工作中去，为公司高质量发展贡献力量。 [218,239,301,271]
body-paragraph: 本报讯（通讯员 张某某）近日，公司组织开展相关活动，各项工作稳步推进。项目部严格落实各项安全措施，精心组织施工，确保工程质量和进度。活动中，大家认真学习相关精神，深刻领会会议要求，进一步增强了责任意识和担当意识，表示将以更加饱满的热情投入到工作中去，为公司高质量发展贡献力量。 [802,652,898,680]
body-paragraph: 本报讯（通讯员 张某某）近日，公司组织开展相关活动，各项工作稳步推进。项目部严格落实各项安全措施，精心组织施工，确保工程质量和进度。活动中，大家认真学习相关精神，深刻领会会议要求，进一步增强了责任意识和担当意识，表示将以更加饱满的热情投入到工作中去，为公司高质量发展贡献力量。 [40,318,123,349]
body-paragraph: 本报讯（通讯员 张某某）近日，公司组织开展相关活动，各项工作稳步推进。项目部严格落实各项安全措施，精心组织施工，确保工程质量和进度。活动中，大家认真学习相关精神，深刻领会会议要求，进一步增强了责任意识和担当意识，表示将以更加饱满的热情投入到工作中去，为公司高质量发展贡献力量。 [802,679,898,707]
body-paragraph: 本报讯（通讯员 张某某）近日，公司组织开展相关活动，各项工作稳步推进。项目部严格落实各项安全措施，精心组织施工，确保工程质量和进度。活动中，大家认真学习相关精神，深刻领会会议要求，进一步增强了责任意识和担当意识，表示将以更加饱满的热情投入到工作中去，为公司高质量发展贡献力量。 [906,180,1010,203]
body-paragraph: 本报讯（通讯员 张某某）近日，公司组织开展相关活动，各项工作稳步推进。项目部严格落实各项安全措施，精心组织施 [906,292,1010,302]
page-number: 3 [1057,6,1071,28]
body-paragraph: 本报讯（通讯员 张某某）近日，公司组织开展相关活动，各项工作稳步推进。项目部严格落实各项安全措施，精心组织施工，确保工程质量和进度。活动中，大家认真学习相关精神，深刻领会会议要求，进一步增强了责任意识和担当意识，表示将以更加饱满的热情投入到工作中去，为公司高质量发展贡献力量。 [906,136,1010,158]
body-paragraph: 本报讯（通讯员 张某某）近日，公司组织开展相关活动，各项工作稳步推进。项目部严格落实各项安全措施，精心组织施工，确保工程质量和进度。活动中，大家认真学习相关精神，深刻领会会议要求，进一步增强了责任意识和担当意识，表示将以更加饱满的热情投入到工作中去，为公司高质量发展贡献力量。 [802,362,898,389]
engineering-news-list [399,563,507,603]
masthead-rule [40,43,514,45]
body-paragraph: 本报讯（通讯员 张某某）近日，公司组织开展相关活动，各项工作稳步推进。项目部严格落实各项安全措施，精心组织施工，确保工程质量和进度。活动中，大家认真学习相关精神，深刻领会会议要求，进一步增强了责任意识和担当意识，表示将以更加饱满的热情投入到工作中去，为公司高质量发展贡献力量。 [129,326,212,358]
news-item: 近日，第一公司滨州市大中项目第一道水泥稳定土施工完成。 [403,567,503,572]
page-number: 2 [40,6,54,28]
body-paragraph: 本报讯（通讯员 张某某）近日，公司组织开展相关活动，各项工作稳步推进。项目部严格落实各项安全措施，精心组织施工，确保工程质量和进度。活动中，大家认真学习相关精神，深刻领会会议要求，进一步增强了责任意识和担当意识，表示将以更加饱满的热情投入到工作中去，为公司高质量发展贡献力量。 [284,88,386,110]
headline: 建设发展公司廉江G325项目开展“八一”红色研学主题活动 [664,428,832,435]
photo-caption: 近日，公司发展公司团结项目特大桥梁工程……（王诗月） [273,567,372,571]
body-paragraph: 本报讯（通讯员 张某某）近日，公司组织开展相关活动，各项工作稳步推进。项目部严格落实各项安全措施，精心组织施工，确保工程质量和进度。活动中，大家认真学习相关精神，深刻领会会议要求，进一步增强了责任意识和担当意识，表示将以更加饱满的热情投入到工作中去，为公司高质量发展贡献力量。 [176,176,278,199]
body-paragraph: 本报讯（通讯员 张某某）近日，公司组织开展相关活动，各项工作稳步推进。项目部严格落实各项安全措施，精心组织施工，确保工程质量和进度。活动中，大家认真学习相关精神，深刻领会会议要求，进一步增强了责任意识和担当意识，表示将以更加饱满的热情投入到工作中去，为公司高质量发展贡献力量。 [129,318,301,376]
body-paragraph: 本报讯（通讯员 张某某）近日，公司组织开展相关活动，各项工作稳步推进。项目部严格落实各项安全措施，精心组织施工，确保工程质量和进度。活动中，大家认真学习相关精神，深 [284,132,386,146]
article-body-r5 [906,338,1010,428]
photo-road-construction [144,592,269,732]
body-paragraph: 本报讯（通讯员 张某某）近日，公司组织开展相关活动，各项工作稳步推进。项目部严格落实各项安全措施，精心组织施工，确保工程质量和进度。活动中，大家认真学习相关精神，深刻领会会议要求，进一步增强了责任意识和担当意识，表示将以更加饱满的热情投入到工作中去，为公司高质量发展贡献力量。 [802,133,898,160]
photo-section-title: 奋斗进行时 [190,467,240,478]
article-title-r3 [598,200,898,212]
body-paragraph: 本报讯（通讯员 张某某）近日，公司组织开展相关活动，各项工作稳步推进。项目部严格落实各项安全措施，精心组织施工，确保工程质量和进度。活动中，大家认真学习相关精神，深刻领会会议要求，进一步增强了责任意识和担当意识，表示将以更加饱满的热情投入到工作中去，为公司高质量发展贡献力量。 [129,404,212,436]
body-paragraph: 本报讯（通讯员 张某某）近日，公司组织开展相关活动，各项工作稳步推进。项目部严格落实各项安全措施，精心组织施工，确保工程质量和进度。活动中，大家认真学习相关精神，深刻领会会议要求，进一步增强了责任意识和担当意识，表示将 [456,148,514,180]
body-paragraph: 本报讯（通讯员 张某某）近日，公司组织开展相关活动，各项工作稳步推进。项目部严格落实各项安全措施，精 [802,332,898,341]
headline: 科技发展公司机关党支部开展“清风传家 廉洁同行”家庭助廉主题党日活动 [643,348,853,355]
body-paragraph: 本报讯（通讯员 张某某）近日，公司组织开展相关活动，各项工作稳步推进。项目部严格落实各项安全措施，精心组织施工，确保工程质量和进度。活动中，大家认真学习相关精神，深刻领会会议要求，进一步增强了责任意识和担当意识，表示将以更加饱满的热情投入到工作中去，为公司高质量发展贡献力量。 [906,716,1010,739]
headline: 第一公司衢州石七线项目完成路基高边坡护面墙二层浇筑 [107,210,323,220]
banner-decoration [916,68,1006,102]
body-paragraph: 本报讯（通讯员 张某某）近日，公司组织开展相关活动，各项工作稳步推进。项目部严格落实各项安全措施，精心组织施工，确保工程质量和进度。活动中，大家认真学习相关精神，深刻领会会议要求，进一步增强了责任意识和担当意识，表示将以更加饱满的热情投入到工作中去，为公司高质量发展贡献力量。 [700,155,796,183]
body-paragraph: 本报讯（通讯员 张某某）近日，公司组织开展相关活动，各项工作稳步推进。项目部严格落实各项安全措施，精心组织施工，确保工程质量和进度。活动中，大家认真学习相关精神，深刻领会会议要求，进一步增强了责任意识和担当意识，表示将以更加饱满的热情投入到工作中去，为公司高质量发展贡献力量。 [906,520,1010,542]
article-title-5 [394,190,514,210]
body-paragraph: 本报讯（通讯员 张某某）近日，公司组织开展相关活动，各项工作稳步推进。项目部严格落实各项安全措施，精心组织施工，确保工程质量和进度。活动中，大家认真学习相关精神，深刻领会会议要求，进一步增强了责任意识和担当意识，表示将以更加饱满的热情投入到工作中去，为公司高质量发展贡献力量。 [218,331,301,363]
body-paragraph: 本报讯（通讯员 张某某）近日，公司组织开展相关活动，各项工作稳步推进。项目部严格落实各项安全措施，精心组织施工，确保工程质量和进度。活动中，大家认真学习相关精神，深刻领会会议要求，进一步增强了责任意识和担当意识，表示将以更加饱满的热情投入到工作中去，为公司高质量发展贡献力量。 [906,405,1010,428]
body-paragraph: 本报讯（通讯员 张某某）近日，公司组织开展相关活动，各项工作稳步推进。项目部严格落实各项安全措施，精心组织施工，确保工程质量和进度。活动中，大家认真学习相关精神，深刻领会会议要求，进一步增强了责任意识和担当意识，表示将以更加饱满的热情投入到工作中去，为公司高质量发展贡献力量。 [700,442,898,487]
body-paragraph: 本报讯（通讯员 张某某）近日，公司组织开展相关活动，各项工作稳步推进。项目部严格落实各项安全措施，精心组织施工，确保工程质量和进度。活动中，大家认真学习相关精神，深刻领会会议要求，进一步增强了责任意识和担当意识，表示将以更加饱满的热情投入到工作中去，为公司高质量发展贡献力量。 [802,388,898,416]
body-paragraph: 本报讯（通讯员 张某某）近日，公司组织开展相关活动，各项工作稳步推进。项目部严格落实各项 [307,367,390,376]
headline: 整治人居环境 图绘美丽乡村 [410,190,498,198]
photo-bridge-construction [40,485,150,565]
article-body-6 [40,318,390,378]
body-paragraph: 本报讯（通讯员 张某某）近日，公司组织开展相关活动，各项工作稳步推进。项目部严格落实各项安全措施，精心组织施工，确保工程质量和进度。活动中，大家认真学习相关精神，深刻领会会议要求，进一步增强了责任意识和担当意识，表示将以更加饱满的热情投入到工作中去，为公司高质量发展贡献力量。 [40,226,212,298]
body-paragraph: 本报讯（通讯员 张某某）近日，公司组织开展相关活动，各项工作稳步推进。项目部严格落实各项安全措施，精心组织施工，确保工程质量和进度。活动中，大家认真学习相关精神，深刻领会会议要求，进一步增强了责任意识和担当意识，表示将以更加饱满的热情投入到工作中去，为公司高质量发展贡献力量。 [802,214,898,241]
headline: 第六公司国道G515项目建成通车 [400,70,508,78]
body-paragraph: 本报讯（通讯员 张某某）近日，公司组织开展相关活动，各项工作稳步推进。项目部严格落实各项安全措施，精心组织施工，确保工程质量和进度。活动中，大家认真学习相关精神，深刻领会会议要求，进一步增强了责任意识和担当意识，表示将以更加饱满的热情投入到工作中去，为公司高质量发展贡献力量。 [456,463,514,504]
body-paragraph: 本报讯（通讯员 张某某）近日，公司组织开展相关活动，各项工作稳步推进。项目部严格落实各项安全措施，精心组织施工，确保工程质量和进度。活动中，大家认真学习相关精神，深刻领会会议要求，进一步增强了责任意识和担当意识，表示将以更加饱满的热情投入到工作中去，为公司高质量发展贡献力量。 [598,652,694,680]
article-title-r10 [598,552,898,564]
masthead-rule [597,43,1071,45]
news-item: 近日，第五公司承建工程施工完成…… [403,593,466,598]
photo-caption: 近日，西南分公司宜宾至重庆至港山项目G5特大桥梁施工完成……（吴丽娟） [154,567,269,576]
body-paragraph: 本报讯（通讯员 张某某）近日，公司组织开展相关活动，各项工作稳步推进。项目部严格落实各项安全措施，精心组织施工，确保工程质量和进度。活动中，大家认真学习相关精神，深 [906,738,1010,752]
article-title-r9 [598,492,898,504]
article-title-7 [40,380,390,394]
date-line: 2026年8月31日 星期一 [60,20,109,25]
body-paragraph: 本报讯（通讯员 张某某）近日，公司组织开展相关活动，各项工作稳步推进。项目部严格落实各项安全措施，精心组织施工，确保工程质量和进度。活动中，大家认真学习相关精神，深刻领会会议要求，进一步增强了责任意识和担当意识，表示将以更加饱满的热情投入到工作中去，为公司高质量发展贡献力量。 [906,248,1010,271]
column-sidebar: 劳动竞赛专栏 [40,67,62,207]
body-paragraph: 本报讯（通讯员 张某某）近日，公司组织开展相关活动，各项工作稳步推进。项目部严格落实各项安全措施，精心组织施工，确保工程质量和进度。活动中，大家认真学习相关精神，深刻领会会议要求，进一步增强了责任意识和担当意识，表示将以更加饱满的热情投入到工作中去，为公司高质量发展贡献力量。 [456,261,514,302]
body-paragraph: 本报讯（通讯员 张某某）近日，公司组织开展相关活动，各项工作稳步推进。项目部严格落实各项安全措施，精心组织施工，确保工程质量和进度。活动中，大家认真学习相关精神，深刻领会会议要求，进一步增强了责任意识和担当意识，表示将以更加饱满的热情投入到工作中去，为公司高质量发展贡献力量。 [176,96,278,119]
headline: 保通公司携手保定市人民检察院开展检企共建活动 [671,106,825,114]
body-paragraph: 本报讯（通讯员 张某某）近日，公司组织开展相关活动，各项工作稳步推进。项目部严格落实各项安全措施，精心组织施工，确保工程质量和进度。活动中，大家认真学习相关精神，深刻领会会议要求，进一步增强了责任意识和担当意识，表示将以更加饱满的热情投入到工作中去，为公司高质量发展贡献力量。 [700,292,898,341]
headline: 第四公司（路桥建设）唐河项目党支部与唐河国家湿地公园党支部开展联建活动 [907,432,1009,445]
body-paragraph: 本报讯（通讯员 张某某）近日，公司组织开展相关活动，各项工作稳步推进。项目部严格落实各项安全措施，精心组织施工，确保工程质量和进度。活动中，大家认真学习相关精神，深刻领会会议要求，进一步增强了责任意识和担当意识，表示将以更加饱满的热情投入到工作中去，为公司高质量发展贡献力量。 [307,413,390,445]
body-paragraph: 本报讯（通讯员 张某某）近日，公司组织开展相关活动，各项工作稳步推进。项目部严格落实各项安全措施，精心组织施工，确保工程质量和进度。活动中，大家认真学习相关精神，深刻领会会议要求，进一步增强了责任意识和担当意识，表示将以更加饱满的热情投入到工作中去，为公司高质量发展贡献力量。 [598,362,694,389]
body-paragraph: 本报讯（通讯员 张某某）近日，公司组织开展相关活动，各项工作稳步推进。项目部严格落实各项安全措施，精心组织施工，确保工程质量和进度。活动中，大家认真学习相关精神，深刻领会会议要求，进一步增强了责任意识和担当意识，表示将以更加饱满的热情投入到工作中去，为公司高质量发展贡献力量。 [40,396,123,427]
headline: 富罗项目党支部开展“预防职务犯罪”主题党日活动 [906,308,1010,325]
body-paragraph: 本报讯（通讯员 张某某）近日，公司组织开展相关活动，各项工作稳步推进。项目部严格落实各项安全措施，精心组织施工，确保工程质量和进度。活动中，大家认真学习相关精神，深刻领会会议要求，进一步增强了责任意识和担当意识，表示将以更加饱满的热情投入到工作中去，为公司高质量发展贡献力量。 [129,248,212,280]
body-paragraph: 本报讯（通讯员 张某某）近日，公司组织开展相关活动，各项工作稳步推进。项目部严格落实各项安全措施，精心组织施工，确保工程质量和进度。活动中，大家认真学习相关精神，深刻领会会议要求，进一步增强了责任意识和担当意识，表示将以更加饱满的热情投入到工作中去，为公司高质量发展贡献力量。 [394,373,452,414]
body-paragraph: 本报讯（通讯员 张某某）近日，公司组织开展相关活动，各项工作稳步推进。项目部严格落实各项安全措施，精心组织施工，确保工程质量和进度。活动中，大家认真学习相关精神，深刻领会会议要求，进一步增强了责任意识和担当意识，表示将以更加饱满的热情投入到工作中去，为公司高质量发展贡献力量。 [218,226,390,293]
body-paragraph: 本报讯（通讯员 张某某）近日，公司组织开展相关活动，各项工作稳步推进。项目部严格落实各项安全措施，精心组织施工，确保工程质量和进度。活动中，大家认真学习相关精神，深刻领会会议要求，进一步增强了责任意识和担当意识，表示将以更加饱满的热情投入到工作中去，为公司高质量发展贡献力量。 [176,119,278,142]
masthead: 道行天下 [872,6,957,28]
body-paragraph: 本报讯（通讯员 张某某）近日，公司组织开展相关活动，各项工作稳步推进。项目部严格落实各项安全措施，精心组织施工，确保工程质量和进度。活动中，大家认真学习相关精神，深刻领会会议要求，进一步增强了责任意识和担当意识，表示将以更加饱满的热情投入到工作中去，为公司高质量发展贡献力量。 [802,506,898,533]
body-paragraph: 本报讯（通讯员 张某某）近日，公司组织开展相关活动，各项工作稳步推进。项目部严格落实各项安全措施，精心组织施工，确保工程质量和进度。活动中，大家认真学习相关精神，深刻领会会议要求，进一步增强了责任意识和担当意识，表示将以更加饱满的热情投入到工作中去，为公司高质量发展贡献力量。 [456,220,514,261]
